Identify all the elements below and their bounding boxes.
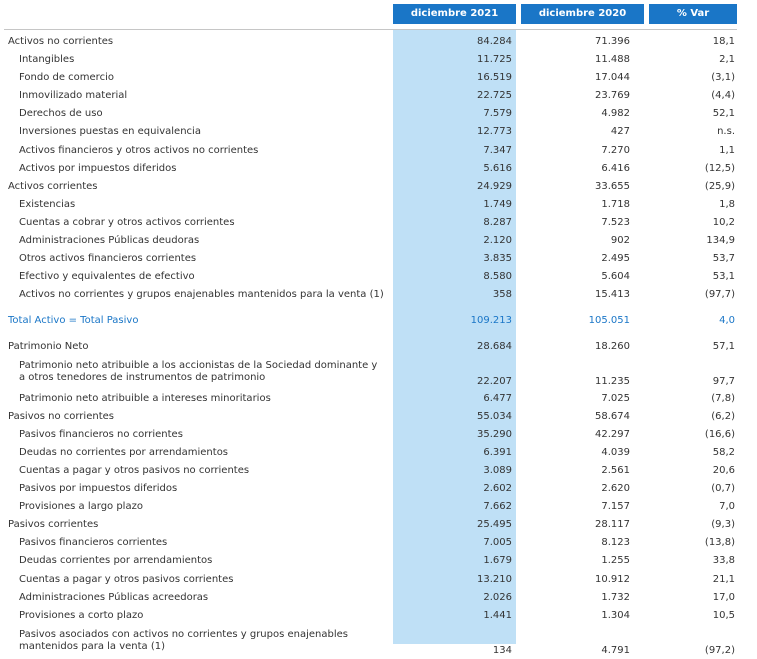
value-var: 18,1 xyxy=(712,36,735,47)
value-var: 97,7 xyxy=(712,375,735,387)
value-var: 10,2 xyxy=(712,216,735,228)
value-2020: 11.488 xyxy=(595,54,630,66)
value-2020: 18.260 xyxy=(595,340,630,352)
table-row xyxy=(0,33,757,51)
table-row xyxy=(0,498,757,516)
value-2020: 23.769 xyxy=(595,90,630,102)
table-row xyxy=(0,178,757,196)
value-var: (6,2) xyxy=(711,410,735,422)
value-var: (97,2) xyxy=(704,644,735,656)
value-2021: 2.602 xyxy=(483,483,512,495)
table-row xyxy=(0,571,757,589)
row-label: Cuentas a cobrar y otros activos corrientes xyxy=(19,216,235,228)
row-label: Activos no corrientes y grupos enajenables mantenidos para la venta (1) xyxy=(19,289,384,301)
value-2020: 7.523 xyxy=(601,216,630,228)
value-2020: 71.396 xyxy=(595,36,630,47)
row-label: Total Activo = Total Pasivo xyxy=(8,315,139,327)
value-2020: 58.674 xyxy=(595,410,630,422)
row-label: Pasivos financieros corrientes xyxy=(19,537,168,549)
header-divider xyxy=(4,29,737,30)
value-2020: 427 xyxy=(610,126,630,138)
value-2020: 8.123 xyxy=(601,537,630,549)
value-var: (9,3) xyxy=(711,519,735,531)
value-2021: 358 xyxy=(492,289,512,301)
row-label: Activos no corrientes xyxy=(8,36,114,47)
value-2020: 33.655 xyxy=(595,180,630,192)
table-row xyxy=(0,123,757,141)
value-2021: 12.773 xyxy=(477,126,512,138)
value-var: n.s. xyxy=(717,126,735,138)
table-row xyxy=(0,607,757,625)
row-label: Existencias xyxy=(19,198,76,210)
value-2021: 109.213 xyxy=(470,315,512,327)
value-2020: 902 xyxy=(610,235,630,247)
table-row xyxy=(0,516,757,534)
row-label: Inmovilizado material xyxy=(19,90,128,102)
value-2020: 1.255 xyxy=(601,555,630,567)
value-2020: 2.561 xyxy=(601,464,630,476)
row-label: Activos financieros y otros activos no corrientes xyxy=(19,144,259,156)
table-row xyxy=(0,142,757,160)
row-label: Patrimonio neto atribuible a intereses minoritarios xyxy=(19,392,271,404)
table-row xyxy=(0,552,757,570)
row-label: Pasivos corrientes xyxy=(8,519,99,531)
table-row xyxy=(0,338,757,356)
value-2020: 4.039 xyxy=(601,446,630,458)
row-label: Cuentas a pagar y otros pasivos corrientes xyxy=(19,573,234,585)
row-label: Otros activos financieros corrientes xyxy=(19,253,197,265)
row-label: Pasivos financieros no corrientes xyxy=(19,428,183,440)
header-diciembre-2021: diciembre 2021 xyxy=(393,4,516,24)
row-label: Pasivos asociados con activos no corrientes y grupos enajenables mantenidos para la venta (1) xyxy=(19,628,348,652)
row-label: Administraciones Públicas deudoras xyxy=(19,235,200,247)
value-var: 21,1 xyxy=(712,573,735,585)
value-2020: 2.620 xyxy=(601,483,630,495)
value-2021: 1.749 xyxy=(483,198,512,210)
value-2021: 35.290 xyxy=(477,428,512,440)
table-row xyxy=(0,444,757,462)
row-label: Activos por impuestos diferidos xyxy=(19,162,177,174)
table-row xyxy=(0,390,757,408)
value-2021: 16.519 xyxy=(477,72,512,84)
value-2021: 55.034 xyxy=(477,410,512,422)
value-var: (0,7) xyxy=(711,483,735,495)
value-2020: 7.025 xyxy=(601,392,630,404)
table-row xyxy=(0,625,757,659)
table-row xyxy=(0,196,757,214)
value-var: 10,5 xyxy=(712,609,735,621)
value-2021: 84.284 xyxy=(477,36,512,47)
value-2021: 7.005 xyxy=(483,537,512,549)
value-2021: 22.207 xyxy=(477,375,512,387)
row-label: Patrimonio neto atribuible a los accionistas de la Sociedad dominante y a otros tenedores de instrumentos de patrimonio xyxy=(19,359,378,383)
row-label: Pasivos por impuestos diferidos xyxy=(19,483,178,495)
value-var: 1,1 xyxy=(719,144,735,156)
value-var: 53,7 xyxy=(712,253,735,265)
value-2020: 7.270 xyxy=(601,144,630,156)
value-2021: 2.026 xyxy=(483,591,512,603)
value-2020: 10.912 xyxy=(595,573,630,585)
row-label: Deudas no corrientes por arrendamientos xyxy=(19,446,229,458)
row-label: Inversiones puestas en equivalencia xyxy=(19,126,201,138)
row-label: Deudas corrientes por arrendamientos xyxy=(19,555,213,567)
value-var: 53,1 xyxy=(712,271,735,283)
value-2021: 7.579 xyxy=(483,108,512,120)
value-var: (16,6) xyxy=(704,428,735,440)
value-var: (4,4) xyxy=(711,90,735,102)
row-label: Intangibles xyxy=(19,54,75,66)
table-row xyxy=(0,268,757,286)
value-var: 17,0 xyxy=(712,591,735,603)
value-var: 52,1 xyxy=(712,108,735,120)
value-var: (97,7) xyxy=(704,289,735,301)
value-2021: 7.662 xyxy=(483,501,512,513)
value-var: 134,9 xyxy=(706,235,735,247)
value-2020: 11.235 xyxy=(595,375,630,387)
value-var: (13,8) xyxy=(704,537,735,549)
row-label: Provisiones a largo plazo xyxy=(19,501,143,513)
table-row xyxy=(0,534,757,552)
value-2020: 6.416 xyxy=(601,162,630,174)
header-var: % Var xyxy=(649,4,737,24)
value-var: 4,0 xyxy=(719,315,735,327)
value-var: (3,1) xyxy=(711,72,735,84)
value-var: 7,0 xyxy=(719,501,735,513)
value-var: (12,5) xyxy=(704,162,735,174)
value-2020: 4.791 xyxy=(601,644,630,656)
value-2020: 5.604 xyxy=(601,271,630,283)
value-2021: 3.089 xyxy=(483,464,512,476)
value-2020: 105.051 xyxy=(588,315,630,327)
row-label: Administraciones Públicas acreedoras xyxy=(19,591,209,603)
value-2021: 22.725 xyxy=(477,90,512,102)
table-row xyxy=(0,589,757,607)
value-2021: 1.679 xyxy=(483,555,512,567)
row-label: Patrimonio Neto xyxy=(8,340,89,352)
table-row xyxy=(0,105,757,123)
value-var: 20,6 xyxy=(712,464,735,476)
table-row xyxy=(0,250,757,268)
table-row xyxy=(0,69,757,87)
value-var: 57,1 xyxy=(712,340,735,352)
value-2020: 17.044 xyxy=(595,72,630,84)
balance-table xyxy=(0,33,757,659)
table-row xyxy=(0,356,757,390)
row-label: Efectivo y equivalentes de efectivo xyxy=(19,271,195,283)
value-2021: 5.616 xyxy=(483,162,512,174)
value-2020: 28.117 xyxy=(595,519,630,531)
value-2020: 4.982 xyxy=(601,108,630,120)
table-row xyxy=(0,214,757,232)
row-label: Cuentas a pagar y otros pasivos no corrientes xyxy=(19,464,250,476)
row-label: Fondo de comercio xyxy=(19,72,114,84)
table-row xyxy=(0,408,757,426)
row-label: Provisiones a corto plazo xyxy=(19,609,144,621)
value-2020: 1.304 xyxy=(601,609,630,621)
value-2021: 3.835 xyxy=(483,253,512,265)
value-2021: 6.391 xyxy=(483,446,512,458)
table-row xyxy=(0,87,757,105)
header-diciembre-2020: diciembre 2020 xyxy=(521,4,644,24)
table-row xyxy=(0,462,757,480)
row-label: Activos corrientes xyxy=(8,180,98,192)
table-row-total xyxy=(0,312,757,330)
value-2020: 1.718 xyxy=(601,198,630,210)
table-row xyxy=(0,160,757,178)
value-2021: 25.495 xyxy=(477,519,512,531)
value-var: 33,8 xyxy=(712,555,735,567)
row-label: Derechos de uso xyxy=(19,108,103,120)
value-2020: 1.732 xyxy=(601,591,630,603)
value-2021: 11.725 xyxy=(477,54,512,66)
value-2021: 2.120 xyxy=(483,235,512,247)
value-2021: 24.929 xyxy=(477,180,512,192)
table-row xyxy=(0,232,757,250)
value-var: 2,1 xyxy=(719,54,735,66)
value-2020: 42.297 xyxy=(595,428,630,440)
table-row xyxy=(0,480,757,498)
value-2020: 15.413 xyxy=(595,289,630,301)
value-var: 58,2 xyxy=(712,446,735,458)
value-var: (7,8) xyxy=(711,392,735,404)
value-2020: 7.157 xyxy=(601,501,630,513)
value-2021: 8.287 xyxy=(483,216,512,228)
value-2021: 7.347 xyxy=(483,144,512,156)
table-row xyxy=(0,426,757,444)
value-2021: 8.580 xyxy=(483,271,512,283)
value-2020: 2.495 xyxy=(601,253,630,265)
value-2021: 28.684 xyxy=(477,340,512,352)
table-row xyxy=(0,286,757,304)
table-row xyxy=(0,51,757,69)
row-label: Pasivos no corrientes xyxy=(8,410,114,422)
value-var: 1,8 xyxy=(719,198,735,210)
value-2021: 6.477 xyxy=(483,392,512,404)
value-2021: 13.210 xyxy=(477,573,512,585)
value-var: (25,9) xyxy=(704,180,735,192)
value-2021: 1.441 xyxy=(483,609,512,621)
value-2021: 134 xyxy=(492,644,512,656)
